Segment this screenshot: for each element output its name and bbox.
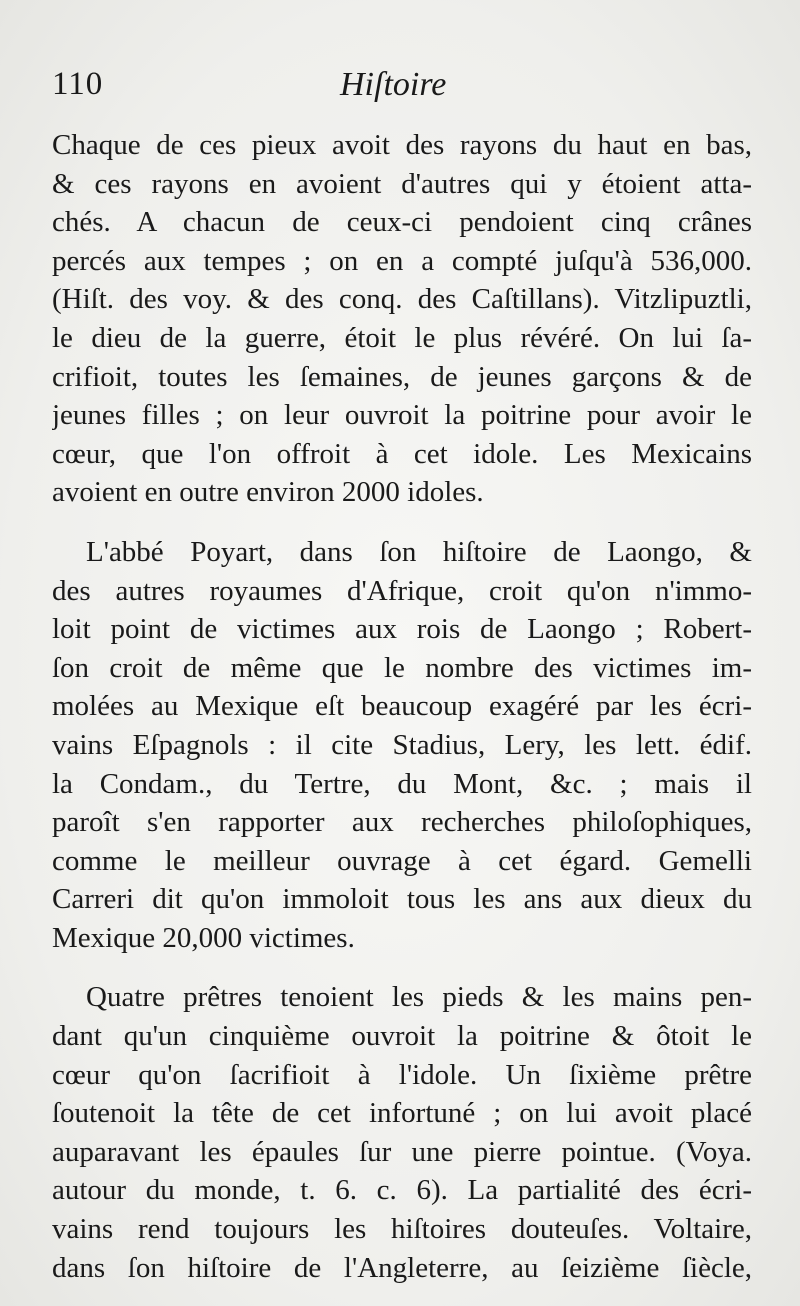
- text-line: ſon croit de même que le nombre des victimes im-: [52, 651, 752, 684]
- running-head: [52, 66, 752, 118]
- text-line: dans ſon hiſtoire de l'Angleterre, au ſeizième ſiècle,: [52, 1251, 752, 1284]
- text-line: loit point de victimes aux rois de Laongo ; Robert-: [52, 613, 752, 646]
- text-line: dant qu'un cinquième ouvroit la poitrine & ôtoit le: [52, 1020, 752, 1053]
- paragraph-3: [52, 978, 752, 1287]
- body-text: [52, 126, 752, 1287]
- text-line: chés. A chacun de ceux-ci pendoient cinq crânes: [52, 206, 752, 239]
- paragraph-gap: [52, 512, 752, 533]
- text-line: L'abbé Poyart, dans ſon hiſtoire de Laongo, &: [86, 535, 752, 568]
- text-line: Carreri dit qu'on immoloit tous les ans aux dieux du: [52, 883, 752, 916]
- paragraph-gap: [52, 957, 752, 978]
- text-line: crifioit, toutes les ſemaines, de jeunes garçons & de: [52, 360, 752, 393]
- text-line: vains Eſpagnols : il cite Stadius, Lery, les lett. édif.: [52, 728, 752, 761]
- text-line: avoient en outre environ 2000 idoles.: [52, 476, 484, 509]
- text-line: Chaque de ces pieux avoit des rayons du haut en bas,: [52, 129, 752, 161]
- paragraph-2: [52, 533, 752, 958]
- text-line: molées au Mexique eſt beaucoup exagéré par les écri-: [52, 690, 752, 723]
- text-line: cœur qu'on ſacrifioit à l'idole. Un ſixième prêtre: [52, 1058, 752, 1091]
- running-title: Hiſtoire: [340, 66, 447, 103]
- text-line: & ces rayons en avoient d'autres qui y étoient atta-: [52, 167, 752, 200]
- text-line: des autres royaumes d'Afrique, croit qu'on n'immo-: [52, 574, 752, 607]
- text-line: paroît s'en rapporter aux recherches philoſophiques,: [52, 806, 752, 839]
- page-number: 110: [52, 66, 104, 102]
- text-line: vains rend toujours les hiſtoires douteuſes. Voltaire,: [52, 1213, 752, 1246]
- text-line: cœur, que l'on offroit à cet idole. Les Mexicains: [52, 437, 752, 470]
- text-line: Mexique 20,000 victimes.: [52, 921, 355, 954]
- text-line: comme le meilleur ouvrage à cet égard. Gemelli: [52, 844, 752, 877]
- text-line: la Condam., du Tertre, du Mont, &c. ; mais il: [52, 767, 752, 800]
- text-line: Quatre prêtres tenoient les pieds & les mains pen-: [86, 981, 752, 1014]
- text-line: percés aux tempes ; on en a compté juſqu'à 536,000.: [52, 244, 752, 277]
- text-line: (Hiſt. des voy. & des conq. des Caſtillans). Vitzlipuztli,: [52, 283, 752, 316]
- paragraph-1: [52, 126, 752, 512]
- text-line: ſoutenoit la tête de cet infortuné ; on lui avoit placé: [52, 1097, 752, 1130]
- text-line: auparavant les épaules ſur une pierre pointue. (Voya.: [52, 1135, 752, 1168]
- text-line: jeunes filles ; on leur ouvroit la poitrine pour avoir le: [52, 399, 752, 432]
- text-line: le dieu de la guerre, étoit le plus révéré. On lui ſa-: [52, 321, 752, 354]
- text-line: autour du monde, t. 6. c. 6). La partialité des écri-: [52, 1174, 752, 1207]
